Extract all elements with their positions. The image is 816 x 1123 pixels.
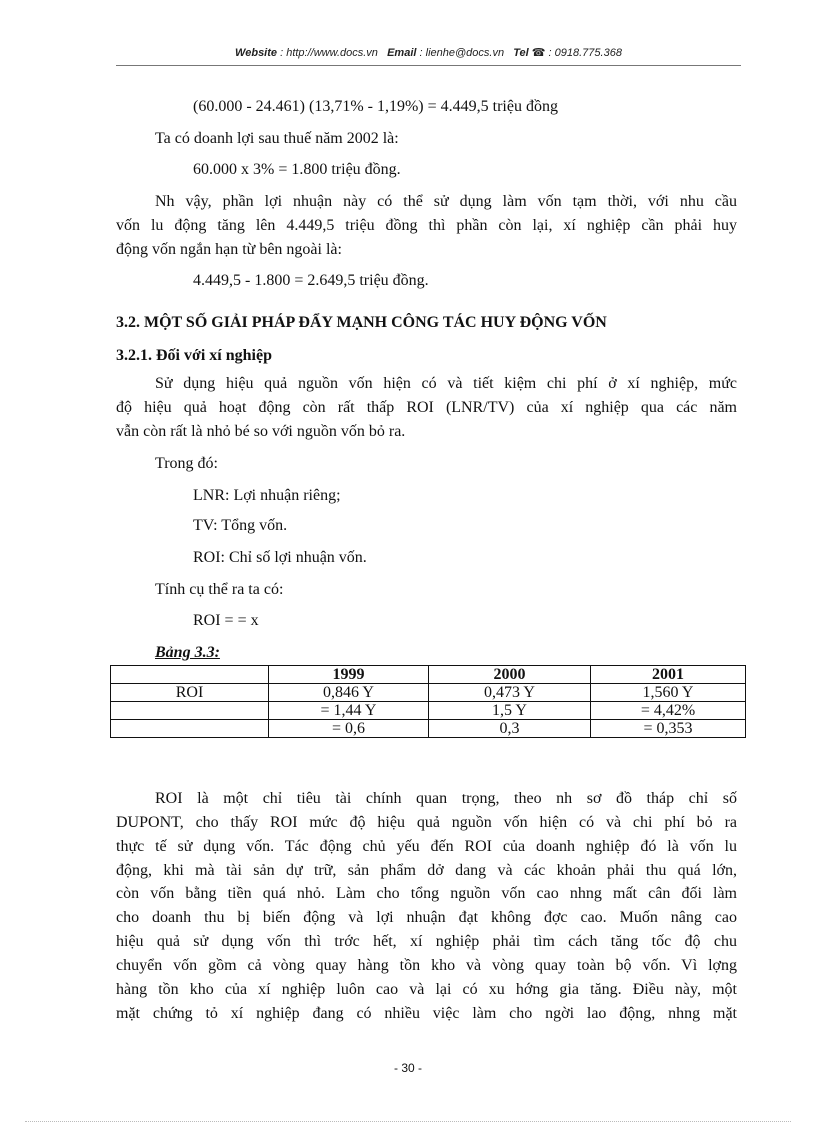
paragraph-line: động vốn ngắn hạn từ bên ngoài là: xyxy=(116,241,342,258)
text-line: Ta có doanh lợi sau thuế năm 2002 là: xyxy=(155,130,399,147)
table-cell: 0,473 Y xyxy=(429,684,591,702)
page-header xyxy=(116,46,741,59)
paragraph-line: Sử dụng hiệu quả nguồn vốn hiện có và tiết kiệm chi phí ở xí nghiệp, mức xyxy=(155,375,737,392)
header-divider xyxy=(116,65,741,66)
formula-line: ROI = = x xyxy=(193,612,259,629)
table-row xyxy=(111,702,746,720)
text-line: Tính cụ thể ra ta có: xyxy=(155,581,284,598)
table-header-cell: 1999 xyxy=(269,666,429,684)
definition-line: LNR: Lợi nhuận riêng; xyxy=(193,487,341,504)
table-cell: = 1,44 Y xyxy=(269,702,429,720)
definition-line: TV: Tổng vốn. xyxy=(193,517,288,534)
paragraph-line: mặt chứng tỏ xí nghiệp đang có nhiều việc làm cho ngời lao động, nhng mặt xyxy=(116,1005,737,1022)
table-cell: = 0,6 xyxy=(269,720,429,738)
formula-line: 60.000 x 3% = 1.800 triệu đồng. xyxy=(193,161,401,178)
table-caption: Bảng 3.3: xyxy=(155,644,220,661)
paragraph-line: vốn lu động tăng lên 4.449,5 triệu đồng thì phần còn lại, xí nghiệp cần phải huy xyxy=(116,217,737,234)
table-header-row xyxy=(111,666,746,684)
table-row xyxy=(111,684,746,702)
table-cell: ROI xyxy=(111,684,269,702)
website-label: Website xyxy=(235,47,278,59)
tel-label: Tel ☎ xyxy=(513,47,546,59)
paragraph-line: Nh vậy, phần lợi nhuận này có thể sử dụng làm vốn tạm thời, với nhu cầu xyxy=(155,193,737,210)
table-cell: 0,3 xyxy=(429,720,591,738)
paragraph-line: hiệu quả sử dụng vốn thì trớc hết, xí nghiệp phải tìm cách tăng tốc độ chu xyxy=(116,933,737,950)
table-cell: 1,5 Y xyxy=(429,702,591,720)
paragraph-line: hàng tồn kho của xí nghiệp luôn cao và lại có xu hớng gia tăng. Điều này, một xyxy=(116,981,737,998)
paragraph-line: động, khi mà tài sản dự trữ, sản phẩm dở dang và các khoản phải thu quá lớn, xyxy=(116,862,737,879)
table-header-cell xyxy=(111,666,269,684)
table-header-cell: 2001 xyxy=(591,666,746,684)
subsection-heading: 3.2.1. Đối với xí nghiệp xyxy=(116,347,272,364)
page-number: - 30 - xyxy=(393,1061,422,1075)
section-heading: 3.2. MỘT SỐ GIẢI PHÁP ĐẨY MẠNH CÔNG TÁC HUY ĐỘNG VỐN xyxy=(116,314,607,331)
tel-value: : 0918.775.368 xyxy=(548,47,622,59)
paragraph-line: DUPONT, cho thấy ROI mức độ hiệu quả nguồn vốn hiện có và chi phí bỏ ra xyxy=(116,814,737,831)
formula-line: 4.449,5 - 1.800 = 2.649,5 triệu đồng. xyxy=(193,272,429,289)
paragraph-line: chuyển vốn gồm cả vòng quay hàng tồn kho và vòng quay toàn bộ vốn. Vì lợng xyxy=(116,957,737,974)
table-cell: = 4,42% xyxy=(591,702,746,720)
bottom-divider xyxy=(25,1121,791,1122)
text-line: Trong đó: xyxy=(155,455,218,472)
paragraph-line: thực tế sử dụng vốn. Tác động chủ yếu đến ROI của doanh nghiệp đó là vốn lu xyxy=(116,838,737,855)
table-cell xyxy=(111,702,269,720)
definition-line: ROI: Chỉ số lợi nhuận vốn. xyxy=(193,549,367,566)
roi-table xyxy=(110,665,746,738)
table-row xyxy=(111,720,746,738)
paragraph-line: độ hiệu quả hoạt động còn rất thấp ROI (LNR/TV) của xí nghiệp qua các năm xyxy=(116,399,737,416)
table-cell: 0,846 Y xyxy=(269,684,429,702)
table-cell xyxy=(111,720,269,738)
table-cell: 1,560 Y xyxy=(591,684,746,702)
table-header-cell: 2000 xyxy=(429,666,591,684)
website-value[interactable]: : http://www.docs.vn xyxy=(280,47,378,59)
paragraph-line: còn vốn bằng tiền quá nhỏ. Làm cho tổng nguồn vốn cao nhng mất cân đối làm xyxy=(116,885,737,902)
paragraph-line: ROI là một chỉ tiêu tài chính quan trọng, theo nh sơ đồ tháp chỉ số xyxy=(155,790,737,807)
table-cell: = 0,353 xyxy=(591,720,746,738)
paragraph-line: cho doanh thu bị biến động và lợi nhuận đạt không đợc cao. Muốn nâng cao xyxy=(116,909,737,926)
paragraph-line: vẫn còn rất là nhỏ bé so với nguồn vốn bỏ ra. xyxy=(116,423,406,440)
email-value[interactable]: : lienhe@docs.vn xyxy=(419,47,505,59)
email-label: Email xyxy=(387,47,417,59)
formula-line: (60.000 - 24.461) (13,71% - 1,19%) = 4.449,5 triệu đồng xyxy=(193,98,558,115)
